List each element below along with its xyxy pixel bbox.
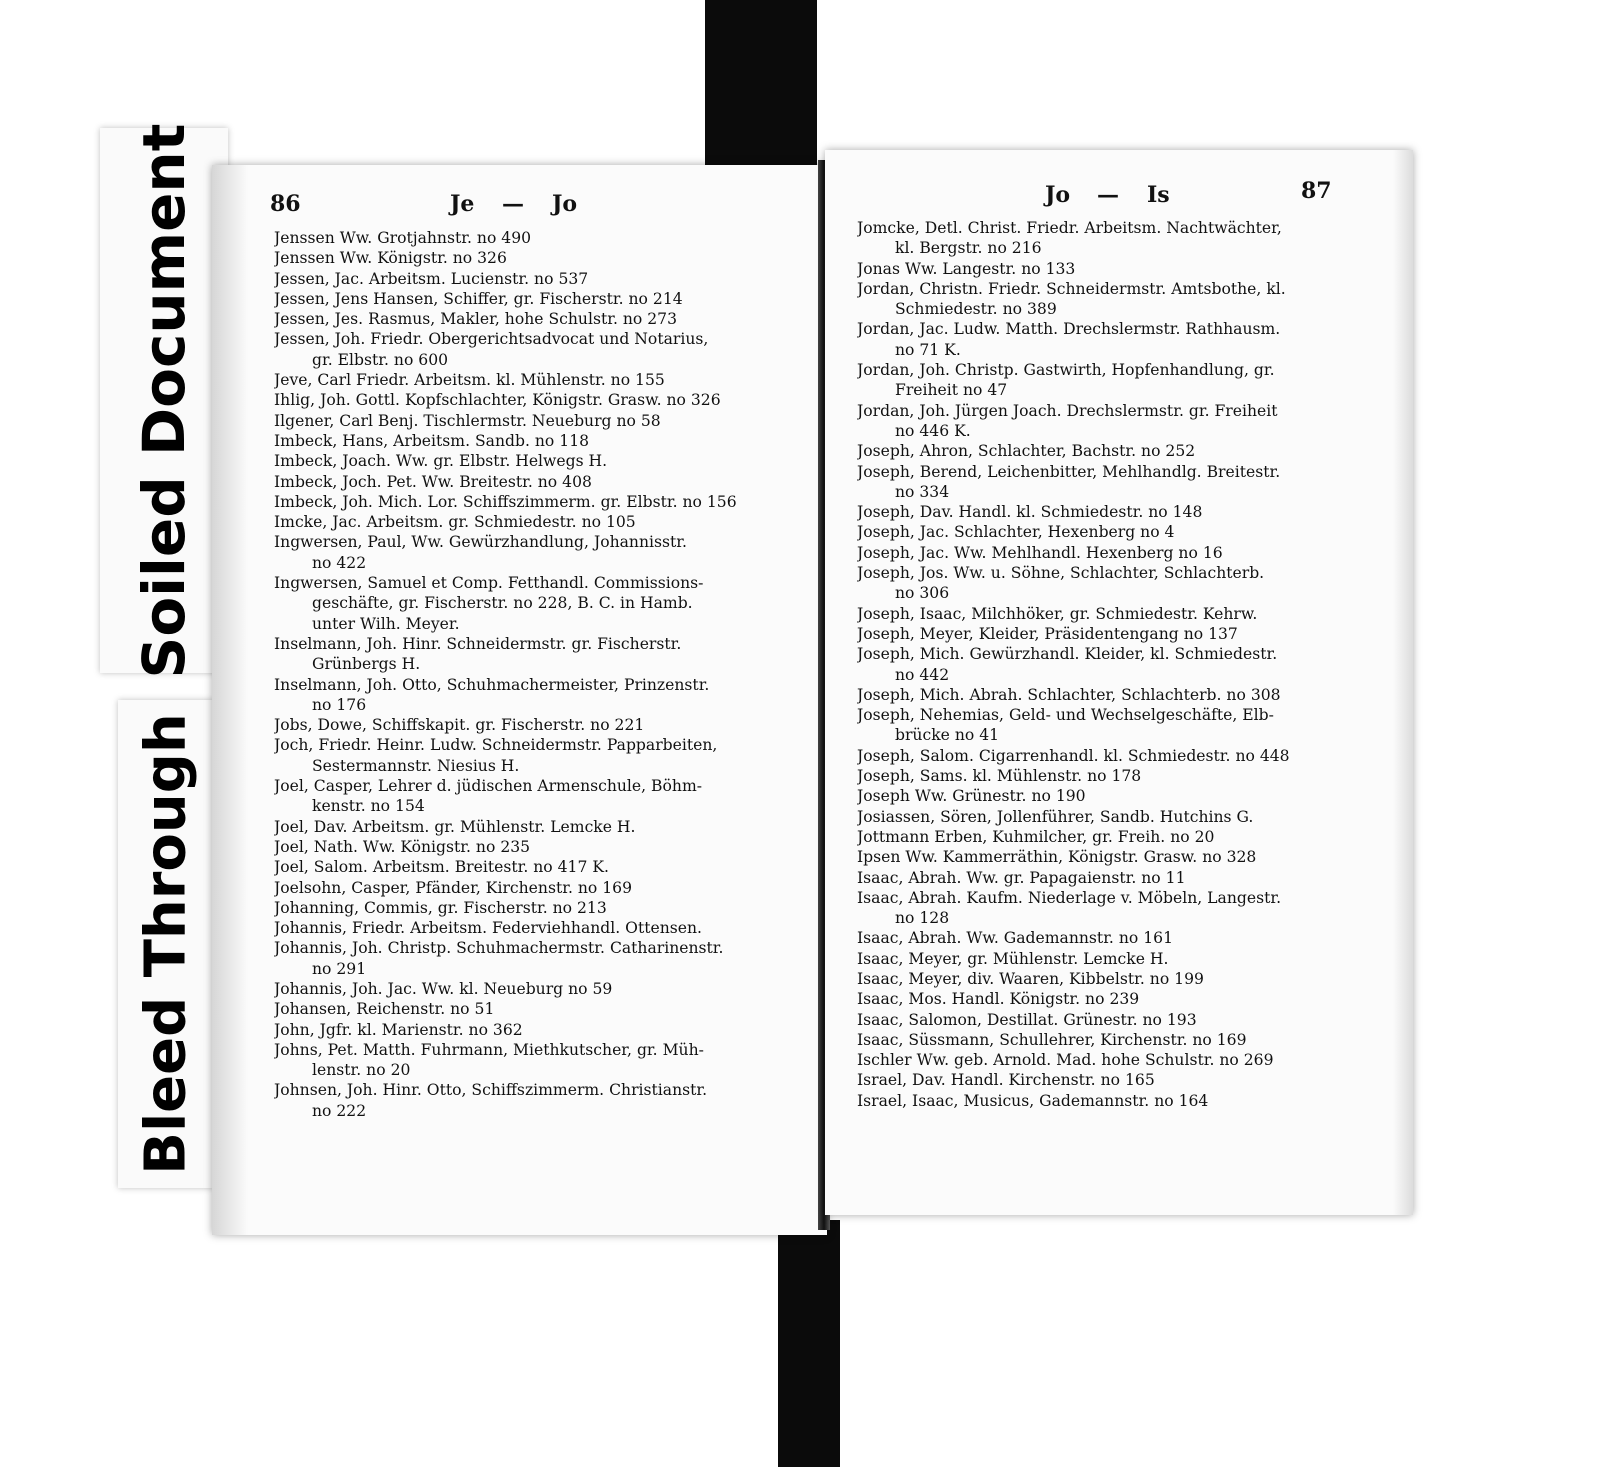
directory-entry: Jobs, Dowe, Schiffskapit. gr. Fischerstr. no 221 xyxy=(274,716,645,735)
directory-entry: Ipsen Ww. Kammerräthin, Königstr. Grasw. no 328 xyxy=(857,848,1257,867)
directory-entry-continuation: no 176 xyxy=(312,695,367,714)
directory-entry: Israel, Dav. Handl. Kirchenstr. no 165 xyxy=(857,1071,1155,1090)
directory-entry-continuation: lenstr. no 20 xyxy=(312,1061,411,1080)
directory-entry-continuation: no 422 xyxy=(312,553,367,572)
directory-entry: Jessen, Jac. Arbeitsm. Lucienstr. no 537 xyxy=(274,269,589,288)
directory-entry: Joseph, Jos. Ww. u. Söhne, Schlachter, Schlachterb. xyxy=(857,564,1265,583)
right-page-edge xyxy=(1393,150,1413,1215)
directory-entry-continuation: no 128 xyxy=(895,909,950,928)
directory-entry-continuation: kenstr. no 154 xyxy=(312,797,425,816)
directory-entry: Imbeck, Joach. Ww. gr. Elbstr. Helwegs H. xyxy=(274,452,608,471)
directory-entry-continuation: Schmiedestr. no 389 xyxy=(895,300,1057,319)
directory-entry: Joseph, Meyer, Kleider, Präsidentengang no 137 xyxy=(857,624,1238,643)
directory-entry: Jeve, Carl Friedr. Arbeitsm. kl. Mühlenstr. no 155 xyxy=(274,371,665,390)
directory-entry: Joseph, Mich. Abrah. Schlachter, Schlachterb. no 308 xyxy=(857,685,1281,704)
directory-entry: Isaac, Abrah. Ww. Gademannstr. no 161 xyxy=(857,929,1174,948)
right-heading-dash: — xyxy=(1097,182,1119,208)
directory-entry: Inselmann, Joh. Otto, Schuhmachermeister, Prinzenstr. xyxy=(274,675,710,694)
binding-strip-top xyxy=(705,0,817,180)
directory-entry: Josiassen, Sören, Jollenführer, Sandb. Hutchins G. xyxy=(857,807,1254,826)
directory-entry: Johns, Pet. Matth. Fuhrmann, Miethkutscher, gr. Müh- xyxy=(274,1040,704,1059)
directory-entry: Isaac, Mos. Handl. Königstr. no 239 xyxy=(857,990,1140,1009)
directory-entry: Jordan, Joh. Jürgen Joach. Drechslermstr. gr. Freiheit xyxy=(857,401,1278,420)
directory-entry: Isaac, Meyer, gr. Mühlenstr. Lemcke H. xyxy=(857,949,1169,968)
right-page xyxy=(825,150,1413,1215)
left-heading-dash: — xyxy=(502,191,524,217)
directory-entry: Johannis, Joh. Christp. Schuhmachermstr. Catharinenstr. xyxy=(274,939,724,958)
binding-strip-bottom xyxy=(778,1220,840,1467)
soiled-document-label xyxy=(100,123,228,678)
directory-entry: Isaac, Salomon, Destillat. Grünestr. no 193 xyxy=(857,1010,1197,1029)
directory-entry: Israel, Isaac, Musicus, Gademannstr. no 164 xyxy=(857,1091,1209,1110)
directory-entry: Joseph, Berend, Leichenbitter, Mehlhandlg. Breitestr. xyxy=(857,462,1281,481)
directory-entry-continuation: kl. Bergstr. no 216 xyxy=(895,239,1042,258)
directory-entry: Johanning, Commis, gr. Fischerstr. no 213 xyxy=(274,898,607,917)
directory-entry: Ingwersen, Samuel et Comp. Fetthandl. Commissions- xyxy=(274,574,704,593)
directory-entry: Imbeck, Joh. Mich. Lor. Schiffszimmerm. gr. Elbstr. no 156 xyxy=(274,492,737,511)
directory-entry: Joel, Casper, Lehrer d. jüdischen Armenschule, Böhm- xyxy=(274,777,703,796)
directory-entry-continuation: Freiheit no 47 xyxy=(895,381,1008,400)
directory-entry-continuation: no 71 K. xyxy=(895,340,961,359)
directory-entry: Isaac, Abrah. Kaufm. Niederlage v. Möbeln, Langestr. xyxy=(857,888,1282,907)
directory-entry: Imbeck, Hans, Arbeitsm. Sandb. no 118 xyxy=(274,431,590,450)
directory-entry-continuation: no 291 xyxy=(312,959,367,978)
directory-entry-continuation: unter Wilh. Meyer. xyxy=(312,614,460,633)
directory-entry: Johnsen, Joh. Hinr. Otto, Schiffszimmerm. Christianstr. xyxy=(274,1081,708,1100)
directory-entry: Imcke, Jac. Arbeitsm. gr. Schmiedestr. no 105 xyxy=(274,513,636,532)
right-heading-to: Is xyxy=(1147,182,1170,208)
directory-entry: Jenssen Ww. Königstr. no 326 xyxy=(274,249,507,268)
right-heading-from: Jo xyxy=(1045,182,1071,208)
directory-entry: Jessen, Joh. Friedr. Obergerichtsadvocat und Notarius, xyxy=(274,330,709,349)
directory-entry: Imbeck, Joch. Pet. Ww. Breitestr. no 408 xyxy=(274,472,592,491)
directory-entry-continuation: no 222 xyxy=(312,1101,367,1120)
directory-entry: Ischler Ww. geb. Arnold. Mad. hohe Schulstr. no 269 xyxy=(857,1051,1274,1070)
directory-entry: Joel, Nath. Ww. Königstr. no 235 xyxy=(274,837,531,856)
right-page-entries xyxy=(857,218,1377,1111)
directory-entry: Joseph, Sams. kl. Mühlenstr. no 178 xyxy=(857,767,1142,786)
bleed-through-label-text: Bleed Through xyxy=(133,713,199,1175)
directory-entry-continuation: no 306 xyxy=(895,584,950,603)
directory-entry: Isaac, Meyer, div. Waaren, Kibbelstr. no 199 xyxy=(857,969,1204,988)
directory-entry-continuation: gr. Elbstr. no 600 xyxy=(312,350,449,369)
directory-entry: Jordan, Jac. Ludw. Matth. Drechslermstr. Rathhausm. xyxy=(857,320,1281,339)
directory-entry: Isaac, Abrah. Ww. gr. Papagaienstr. no 11 xyxy=(857,868,1186,887)
directory-entry-continuation: Sestermannstr. Niesius H. xyxy=(312,756,520,775)
directory-entry: Joseph, Isaac, Milchhöker, gr. Schmiedestr. Kehrw. xyxy=(857,604,1258,623)
directory-entry: Johansen, Reichenstr. no 51 xyxy=(274,1000,495,1019)
directory-entry: Joch, Friedr. Heinr. Ludw. Schneidermstr. Papparbeiten, xyxy=(274,736,718,755)
directory-entry: Joseph, Ahron, Schlachter, Bachstr. no 252 xyxy=(857,442,1196,461)
directory-entry-continuation: no 442 xyxy=(895,665,950,684)
directory-entry: Joseph Ww. Grünestr. no 190 xyxy=(857,787,1086,806)
directory-entry: Jonas Ww. Langestr. no 133 xyxy=(857,259,1076,278)
left-page-number: 86 xyxy=(270,191,301,217)
left-page-entries xyxy=(274,228,794,1121)
directory-entry: Jomcke, Detl. Christ. Friedr. Arbeitsm. Nachtwächter, xyxy=(857,219,1282,237)
directory-entry: Joseph, Mich. Gewürzhandl. Kleider, kl. Schmiedestr. xyxy=(857,645,1278,664)
directory-entry: Jessen, Jes. Rasmus, Makler, hohe Schulstr. no 273 xyxy=(274,310,678,329)
directory-entry: Joseph, Jac. Ww. Mehlhandl. Hexenberg no 16 xyxy=(857,543,1223,562)
directory-entry: Jordan, Christn. Friedr. Schneidermstr. Amtsbothe, kl. xyxy=(857,279,1286,298)
directory-entry-continuation: brücke no 41 xyxy=(895,726,1000,745)
left-heading-to: Jo xyxy=(552,191,578,217)
bleed-through-label xyxy=(118,700,214,1188)
directory-entry: Joseph, Nehemias, Geld- und Wechselgeschäfte, Elb- xyxy=(857,706,1274,725)
directory-entry: Ihlig, Joh. Gottl. Kopfschlachter, Königstr. Grasw. no 326 xyxy=(274,391,721,410)
right-page-number: 87 xyxy=(1301,178,1332,204)
directory-entry: Jottmann Erben, Kuhmilcher, gr. Freih. no 20 xyxy=(857,827,1215,846)
directory-entry: Joseph, Jac. Schlachter, Hexenberg no 4 xyxy=(857,523,1175,542)
directory-entry: Joseph, Salom. Cigarrenhandl. kl. Schmiedestr. no 448 xyxy=(857,746,1290,765)
directory-entry: Ilgener, Carl Benj. Tischlermstr. Neueburg no 58 xyxy=(274,411,661,430)
directory-entry: Joel, Salom. Arbeitsm. Breitestr. no 417 K. xyxy=(274,858,609,877)
left-heading-from: Je xyxy=(450,191,475,217)
directory-entry: Inselmann, Joh. Hinr. Schneidermstr. gr. Fischerstr. xyxy=(274,634,682,653)
directory-entry-continuation: Grünbergs H. xyxy=(312,655,421,674)
directory-entry: Johannis, Joh. Jac. Ww. kl. Neueburg no 59 xyxy=(274,979,613,998)
left-page-edge xyxy=(212,165,248,1235)
soiled-document-label-text: Soiled Document xyxy=(130,123,198,678)
directory-entry: Joelsohn, Casper, Pfänder, Kirchenstr. no 169 xyxy=(274,878,633,897)
directory-entry: Jenssen Ww. Grotjahnstr. no 490 xyxy=(274,229,532,247)
directory-entry: Johannis, Friedr. Arbeitsm. Federviehhandl. Ottensen. xyxy=(274,919,702,938)
directory-entry: Isaac, Süssmann, Schullehrer, Kirchenstr. no 169 xyxy=(857,1030,1247,1049)
directory-entry: Joel, Dav. Arbeitsm. gr. Mühlenstr. Lemcke H. xyxy=(274,817,636,836)
directory-entry: Joseph, Dav. Handl. kl. Schmiedestr. no 148 xyxy=(857,503,1203,522)
directory-entry: Jessen, Jens Hansen, Schiffer, gr. Fischerstr. no 214 xyxy=(274,289,683,308)
left-page xyxy=(212,165,827,1235)
directory-entry-continuation: geschäfte, gr. Fischerstr. no 228, B. C. in Hamb. xyxy=(312,594,693,613)
directory-entry-continuation: no 446 K. xyxy=(895,421,971,440)
directory-entry-continuation: no 334 xyxy=(895,482,950,501)
directory-entry: Ingwersen, Paul, Ww. Gewürzhandlung, Johannisstr. xyxy=(274,533,687,552)
directory-entry: John, Jgfr. kl. Marienstr. no 362 xyxy=(274,1020,523,1039)
directory-entry: Jordan, Joh. Christp. Gastwirth, Hopfenhandlung, gr. xyxy=(857,361,1275,380)
